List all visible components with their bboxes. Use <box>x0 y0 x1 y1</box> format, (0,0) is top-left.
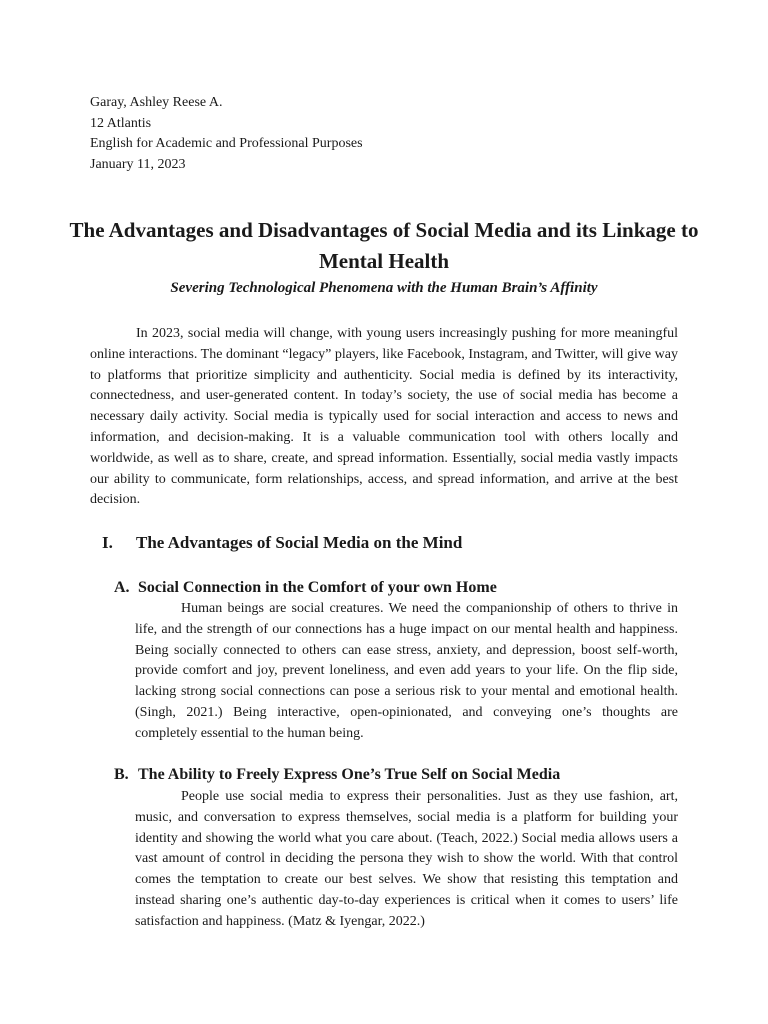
essay-subtitle: Severing Technological Phenomena with the Human Brain’s Affinity <box>170 280 598 296</box>
subsection-a-heading <box>114 578 497 598</box>
section-number: I. <box>102 533 113 552</box>
subsection-a-body: Human beings are social creatures. We need the companionship of others to thrive in life, and the strength of our connections has a huge impact on our mental health and happiness. Being socially connected to others can ease stress, anxiety, and depression, boost self-worth, provide comfort and joy, prevent loneliness, and even add years to your life. On the flip side, lacking strong social connections can pose a serious risk to your mental and emotional health. (Singh, 2021.) Being interactive, open-opinionated, and conveying one’s thoughts are completely essential to the human being. <box>135 601 678 741</box>
subsection-a-letter: A. <box>114 579 130 596</box>
author-header <box>90 93 363 175</box>
section-title: The Advantages of Social Media on the Mind <box>136 533 463 552</box>
course-name: English for Academic and Professional Purposes <box>90 136 363 151</box>
document-date: January 11, 2023 <box>90 156 186 172</box>
subsection-b-body: People use social media to express their personalities. Just as they use fashion, art, music, and conversation to express themselves, social media is a platform for building your identity and showing the world what you care about. (Teach, 2022.) Social media allows users a vast amount of control in deciding the persona they wish to show the world. With that control comes the temptation to create our best selves. We show that resisting this temptation and instead sharing one’s authentic day-to-day experiences is critical when it comes to users’ life satisfaction and happiness. (Matz & Iyengar, 2022.) <box>135 789 678 929</box>
subsection-b-title: The Ability to Freely Express One’s True Self on Social Media <box>138 766 561 783</box>
class-section: 12 Atlantis <box>90 115 152 131</box>
essay-title: The Advantages and Disadvantages of Social Media and its Linkage to Mental Health <box>69 218 699 273</box>
subsection-b-letter: B. <box>114 766 129 783</box>
intro-paragraph: In 2023, social media will change, with young users increasingly pushing for more meaningful online interactions. The dominant “legacy” players, like Facebook, Instagram, and Twitter, will give way to platforms that prioritize simplicity and authenticity. Social media is defined by its interactivity, connectedness, and user-generated content. In today’s society, the use of social media has become a necessary daily activity. Social media is typically used for social interaction and access to news and information, and decision-making. It is a valuable communication tool with others locally and worldwide, as well as to share, create, and spread information. Essentially, social media vastly impacts our ability to communicate, form relationships, access, and spread information, and arrive at the best decision. <box>90 326 678 508</box>
author-name: Garay, Ashley Reese A. <box>90 95 223 110</box>
subsection-a-title: Social Connection in the Comfort of your own Home <box>138 579 497 596</box>
section-heading <box>102 532 462 554</box>
subsection-b-heading <box>114 765 560 785</box>
